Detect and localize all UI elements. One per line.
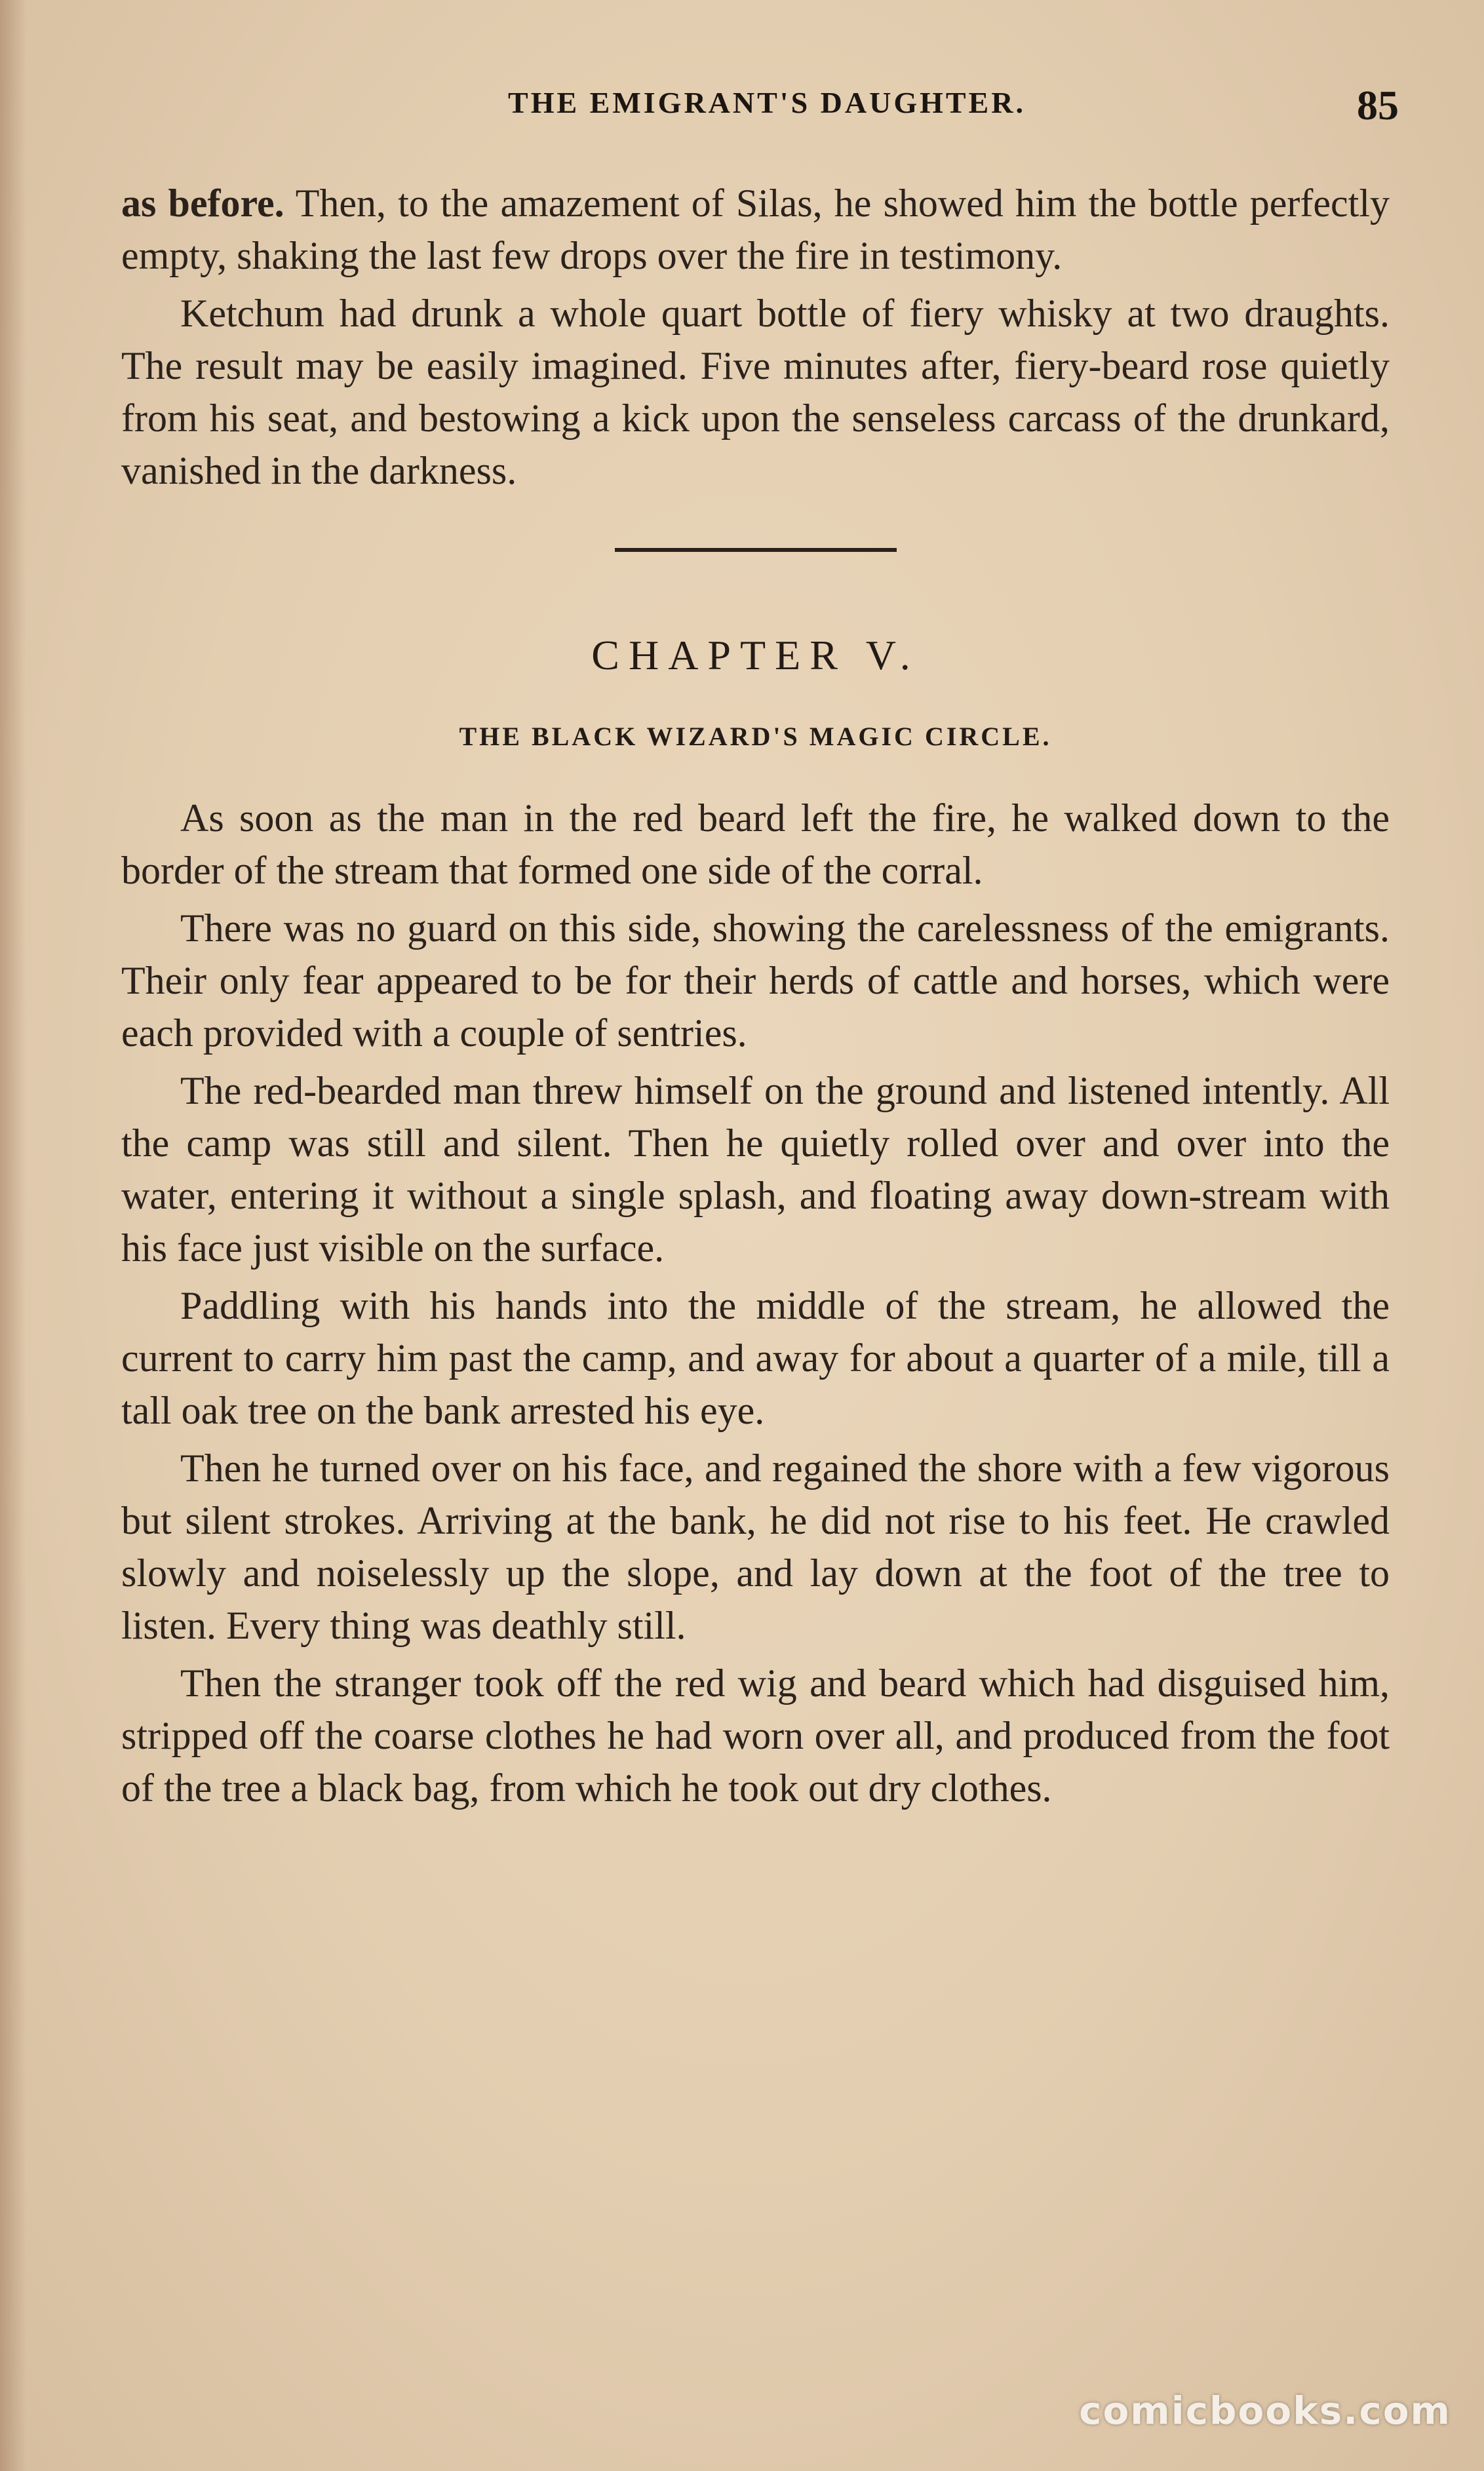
running-title: THE EMIGRANT'S DAUGHTER. — [508, 86, 1026, 119]
paragraph: Paddling with his hands into the middle of the stream, he allowed the current to carry him past the camp, and away for about a quarter of a mile, till a tall oak tree on the bank arrested his eye. — [121, 1284, 1390, 1432]
paragraph: Then the stranger took off the red wig and beard which had disguised him, stripped off the coarse clothes he had worn over all, and produced from the foot of the tree a black bag, from which he took out dry clothes. — [121, 1662, 1390, 1810]
paragraph-ketchum: Ketchum had drunk a whole quart bottle of fiery whisky at two draughts. The result may be easily imagined. Five minutes after, fiery-beard rose quietly from his seat, and bestowing a kick upon the senseless carcass of the drunkard, vanished in the darkness. — [121, 292, 1390, 492]
page-edge-shadow — [0, 0, 26, 2471]
paragraph: The red-bearded man threw himself on the ground and listened intently. All the camp was still and silent. Then he quietly rolled over and over into the water, entering it without a single splash, and floating away down-stream with his face just visible on the surface. — [121, 1069, 1390, 1270]
section-divider — [615, 548, 897, 552]
paragraph: Then he turned over on his face, and regained the shore with a few vigorous but silent strokes. Arriving at the bank, he did not rise to his feet. He crawled slowly and noiselessly up the slope, and lay down at the foot of the tree to listen. Every thing was deathly still. — [121, 1447, 1390, 1647]
continued-paragraph-lead: as before. — [121, 182, 284, 225]
chapter-title: CHAPTER V. — [591, 632, 920, 678]
watermark: comicbooks.com — [1079, 2388, 1451, 2433]
paragraph: There was no guard on this side, showing the carelessness of the emigrants. Their only fear appeared to be for their herds of cattle and horses, which were each provided with a couple of sentries. — [121, 906, 1390, 1055]
continued-paragraph — [121, 177, 1390, 282]
page-number: 85 — [1357, 82, 1399, 128]
page-body — [121, 177, 1390, 1819]
continued-paragraph-rest: Then, to the amazement of Silas, he showed him the bottle perfectly empty, shaking the last few drops over the fire in testimony. — [121, 182, 1390, 277]
chapter-subtitle: THE BLACK WIZARD'S MAGIC CIRCLE. — [459, 722, 1052, 751]
paragraph: As soon as the man in the red beard left the fire, he walked down to the border of the stream that formed one side of the corral. — [121, 796, 1390, 892]
